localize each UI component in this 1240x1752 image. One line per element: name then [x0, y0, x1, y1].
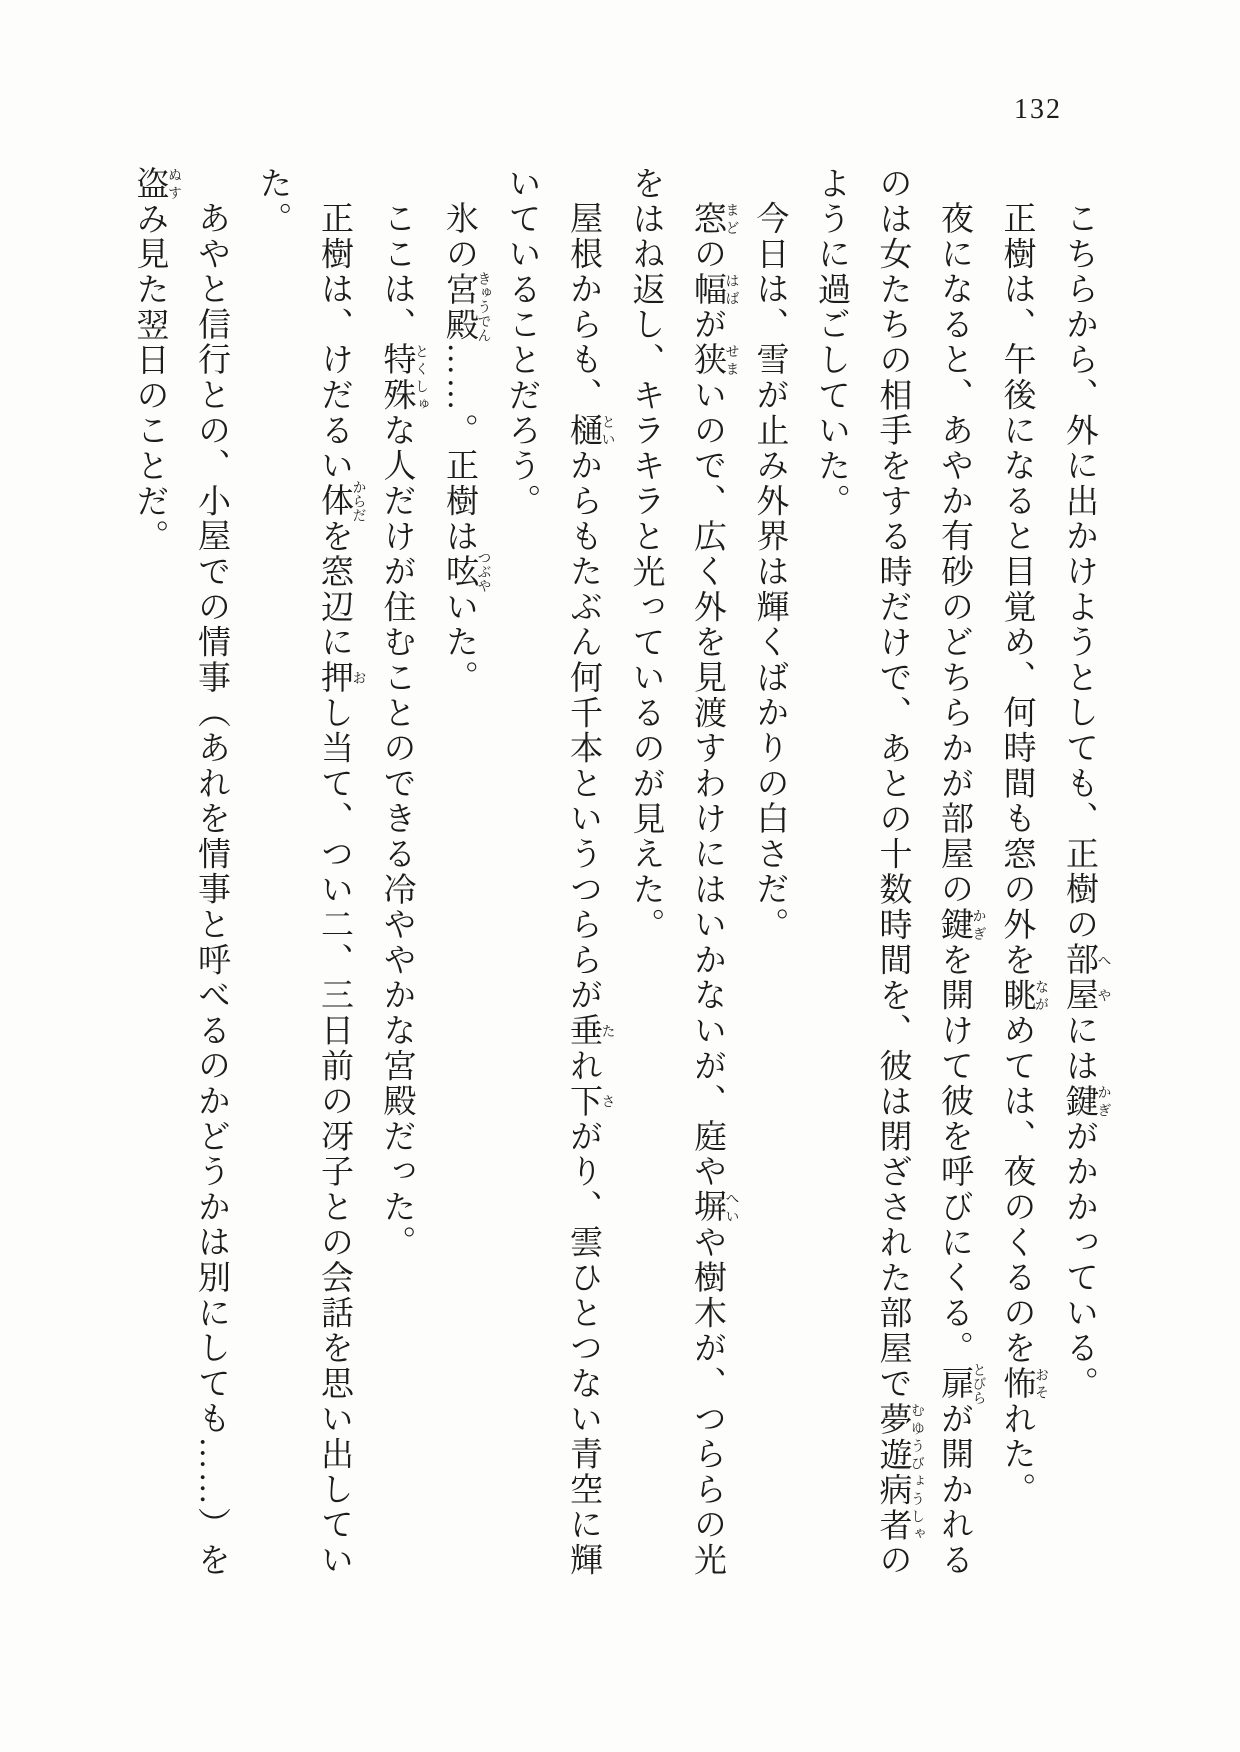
paragraph: 正樹は、けだるい体からだを窓辺に押おし当て、つい二、三日前の冴子との会話を思い出していた。	[254, 166, 366, 1578]
paragraph: ここは、特殊とくしゅな人だけが住むことのできる冷ややかな宮殿だった。	[378, 201, 428, 1261]
furigana-text: お	[350, 659, 366, 696]
furigana-text: まど	[723, 201, 739, 237]
furigana-text: なが	[1033, 977, 1048, 1013]
paragraph: 氷の宮殿きゅうでん……。正樹は呟つぶやいた。	[441, 201, 491, 696]
furigana-text: かぎ	[1095, 1083, 1111, 1119]
furigana-text: へや	[1095, 942, 1111, 1013]
furigana-annotated-word: 宮殿きゅうでん	[441, 271, 491, 343]
furigana-text: た	[599, 1012, 615, 1049]
furigana-text: さ	[599, 1083, 615, 1119]
furigana-annotated-word: 怖おそ	[998, 1365, 1048, 1402]
furigana-annotated-word: 特殊とくしゅ	[378, 342, 428, 413]
furigana-text: つぶや	[475, 550, 491, 593]
furigana-text: はば	[723, 271, 739, 307]
paragraph: 今日は、雪が止み外界は輝くばかりの白さだ。	[751, 201, 788, 943]
page-text	[118, 166, 1110, 1596]
paragraph: こちらから、外に出かけようとしても、正樹の部屋へやには鍵かぎがかかっている。	[1061, 201, 1111, 1402]
furigana-annotated-word: 下さ	[565, 1083, 615, 1119]
furigana-annotated-word: 樋とい	[565, 412, 615, 449]
furigana-text: からだ	[350, 480, 366, 523]
paragraph: 夜になると、あやか有砂のどちらかが部屋の鍵かぎを開けて彼を呼びにくる。扉とびらが開かれるのは女たちの相手をする時だけで、あとの十数時間を、彼は閉ざされた部屋で夢遊病者むゆうびょうしゃのように過ごしていた。	[813, 166, 986, 1579]
furigana-annotated-word: 扉とびら	[936, 1362, 986, 1405]
page-number: 132	[1014, 94, 1062, 125]
paragraph: あやと信行との、小屋での情事（あれを情事と呼べるのかどうかは別にしても……）を盗ぬすみ見た翌日のことだ。	[131, 166, 229, 1578]
furigana-annotated-word: 部屋へや	[1061, 942, 1111, 1013]
furigana-annotated-word: 呟つぶや	[441, 550, 491, 593]
furigana-text: とびら	[970, 1362, 986, 1405]
furigana-annotated-word: 体からだ	[316, 480, 366, 523]
paragraph: 窓まどの幅はばが狭せまいので、広く外を見渡すわけにはいかないが、庭や塀へいや樹木が、つららの光をはね返し、キラキラと光っているのが見えた。	[627, 166, 739, 1578]
paragraph: 屋根からも、樋といからもたぶん何千本というつららが垂たれ下さがり、雲ひとつない青空に輝いていることだろう。	[503, 166, 615, 1578]
furigana-annotated-word: 盗ぬす	[131, 166, 181, 202]
furigana-annotated-word: 幅はば	[689, 271, 739, 307]
furigana-annotated-word: 窓まど	[689, 201, 739, 237]
furigana-text: ぬす	[166, 166, 181, 202]
furigana-text: きゅうでん	[475, 271, 491, 343]
furigana-annotated-word: 夢遊病者むゆうびょうしゃ	[874, 1401, 924, 1543]
furigana-text: とい	[599, 412, 615, 449]
furigana-text: へい	[723, 1189, 739, 1225]
furigana-text: とくしゅ	[413, 342, 428, 413]
furigana-annotated-word: 鍵かぎ	[1061, 1083, 1111, 1119]
furigana-text: おそ	[1033, 1365, 1048, 1402]
furigana-annotated-word: 眺なが	[998, 977, 1048, 1013]
furigana-annotated-word: 塀へい	[689, 1189, 739, 1225]
furigana-text: むゆうびょうしゃ	[909, 1401, 924, 1543]
paragraph: 正樹は、午後になると目覚め、何時間も窓の外を眺ながめては、夜のくるのを怖おそれた。	[998, 201, 1048, 1508]
furigana-annotated-word: 垂た	[565, 1012, 615, 1049]
furigana-annotated-word: 狭せま	[689, 342, 739, 378]
furigana-text: かぎ	[970, 907, 986, 943]
furigana-annotated-word: 鍵かぎ	[936, 907, 986, 943]
furigana-text: せま	[723, 342, 739, 378]
furigana-annotated-word: 押お	[316, 659, 366, 696]
